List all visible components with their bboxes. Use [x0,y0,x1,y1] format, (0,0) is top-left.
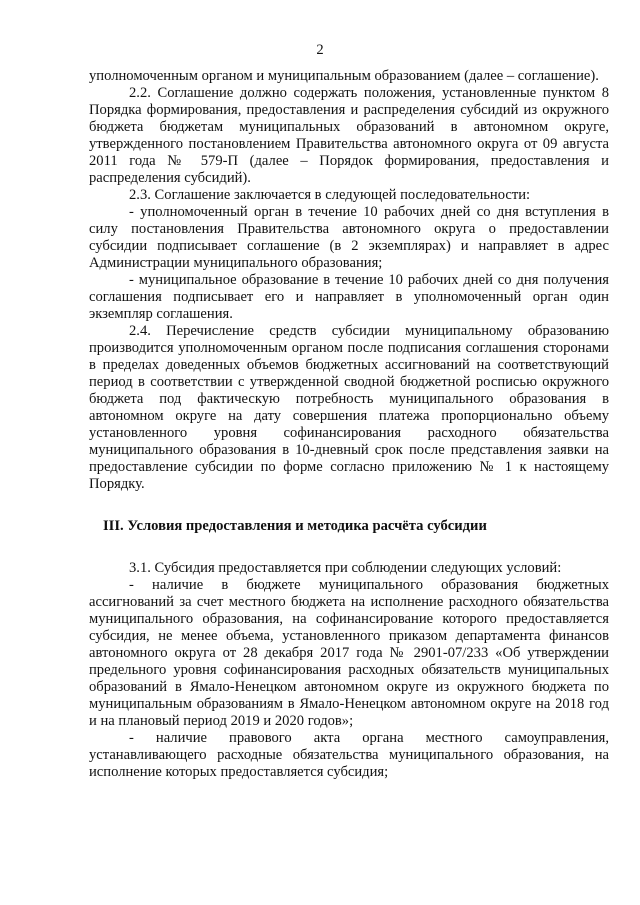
paragraph-2-2: 2.2. Соглашение должно содержать положения, установленные пунктом 8 Порядка формирования, предоставления и распределения субсидий из окружного бюджета бюджетам муниципальных образований в автономном округе, утвержденного постановлением Правительства автономного округа от 09 августа 2011 года № 579-П (далее – Порядок формирования, предоставления и распределения субсидий). [89,85,609,186]
paragraph-2-3: 2.3. Соглашение заключается в следующей последовательности: [129,187,531,203]
paragraph-3-1-item-2: - наличие правового акта органа местного самоуправления, устанавливающего расходные обязательства муниципального образования, на исполнение которых предоставляется субсидия; [89,730,609,780]
paragraph-2-3-item-2: - муниципальное образование в течение 10 рабочих дней со дня получения соглашения подписывает его и направляет в уполномоченный орган один экземпляр соглашения. [89,272,609,322]
spacer [89,552,609,560]
page-number: 2 [316,42,324,58]
spacer [89,535,609,552]
paragraph-2-3-item-1: - уполномоченный орган в течение 10 рабочих дней со дня вступления в силу постановления Правительства автономного округа о предоставлении субсидии подписывает соглашение (в 2 экземплярах) и направляет в адрес Администрации муниципального образования; [89,204,609,271]
spacer [89,510,609,518]
paragraph-2-1-end: уполномоченным органом и муниципальным образованием (далее – соглашение). [89,68,599,84]
section-heading: III. Условия предоставления и методика расчёта субсидии [103,518,487,534]
paragraph-2-4: 2.4. Перечисление средств субсидии муниципальному образованию производится уполномоченным органом после подписания соглашения сторонами в пределах доведенных объемов бюджетных ассигнований на соответствующий период в соответствии с утвержденной сводной бюджетной росписью окружного бюджета под фактическую потребность муниципального образования в автономном округе на дату совершения платежа пропорционально объему установленного уровня софинансирования расходного обязательства муниципального образования в 10-дневный срок после представления заявки на предоставление субсидии по форме согласно приложению № 1 к настоящему Порядку. [89,323,609,492]
document-body [89,68,609,781]
spacer [89,493,609,510]
paragraph-3-1-item-1: - наличие в бюджете муниципального образования бюджетных ассигнований за счет местного бюджета на исполнение расходного обязательства муниципального образования, на софинансирование которого предоставляется субсидия, не менее объема, установленного приказом департамента финансов автономного округа от 28 декабря 2017 года № 2901-07/233 «Об утверждении предельного уровня софинансирования расходных обязательств муниципальных образований в Ямало-Ненецком автономном округе из окружного бюджета по муниципальным образованиям в Ямало-Ненецком автономном округе на 2018 год и на плановый период 2019 и 2020 годов»; [89,577,609,729]
paragraph-3-1: 3.1. Субсидия предоставляется при соблюдении следующих условий: [129,560,562,576]
